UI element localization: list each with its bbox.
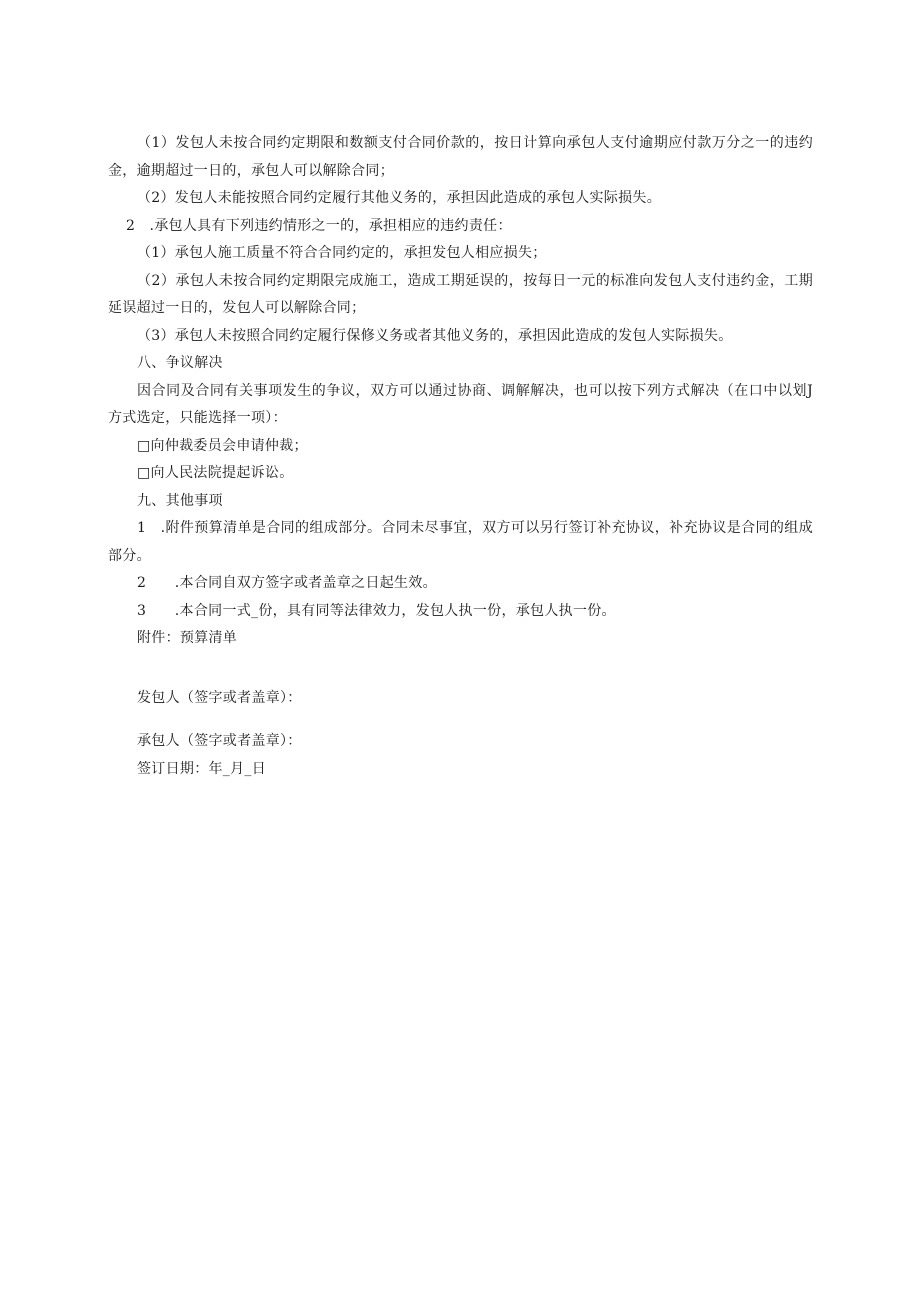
signature-contractor: 承包人（签字或者盖章）：: [137, 733, 302, 749]
clause-attachment: 1 .附件预算清单是合同的组成部分。合同未尽事宜，双方可以另行签订补充协议，补充协议是合同的组成部分。: [108, 520, 813, 564]
clause-effective: 2 .本合同自双方签字或者盖章之日起生效。: [137, 575, 437, 591]
clause-contractor-quality: （1）承包人施工质量不符合合同约定的，承担发包人相应损失；: [137, 245, 547, 261]
document-body: [108, 130, 813, 783]
clause-employer-late-payment: （1）发包人未按合同约定期限和数额支付合同价款的，按日计算向承包人支付逾期应付款万分之一的违约金，逾期超过一日的，承包人可以解除合同；: [108, 135, 813, 179]
section-heading-dispute: 八、争议解决: [137, 355, 223, 371]
attachment-note: 附件：预算清单: [137, 630, 238, 646]
signature-date: 签订日期：年_月_日: [137, 760, 266, 777]
clause-contractor-warranty: （3）承包人未按照合同约定履行保修义务或者其他义务的，承担因此造成的发包人实际损失。: [137, 327, 733, 344]
option-litigation: □向人民法院提起诉讼。: [137, 465, 294, 481]
clause-dispute-resolution: 因合同及合同有关事项发生的争议，双方可以通过协商、调解解决，也可以按下列方式解决（在口中以划J方式选定，只能选择一项）：: [108, 382, 813, 426]
clause-contractor-delay: （2）承包人未按合同约定期限完成施工，造成工期延误的，按每日一元的标准向发包人支付违约金，工期延误超过一日的，发包人可以解除合同；: [108, 272, 813, 316]
signature-block: [108, 685, 813, 784]
clause-copies: 3 .本合同一式_份，具有同等法律效力，发包人执一份，承包人执一份。: [137, 602, 616, 619]
signature-employer: 发包人（签字或者盖章）：: [137, 689, 302, 706]
option-arbitration: □向仲裁委员会申请仲裁；: [137, 437, 308, 454]
clause-employer-other-obligations: （2）发包人未能按照合同约定履行其他义务的，承担因此造成的承包人实际损失。: [137, 190, 662, 206]
section-heading-other: 九、其他事项: [137, 492, 223, 509]
spacer: [108, 653, 813, 685]
spacer: [108, 712, 813, 728]
clause-contractor-breach-heading: 2 .承包人具有下列违约情形之一的，承担相应的违约责任：: [126, 217, 512, 234]
